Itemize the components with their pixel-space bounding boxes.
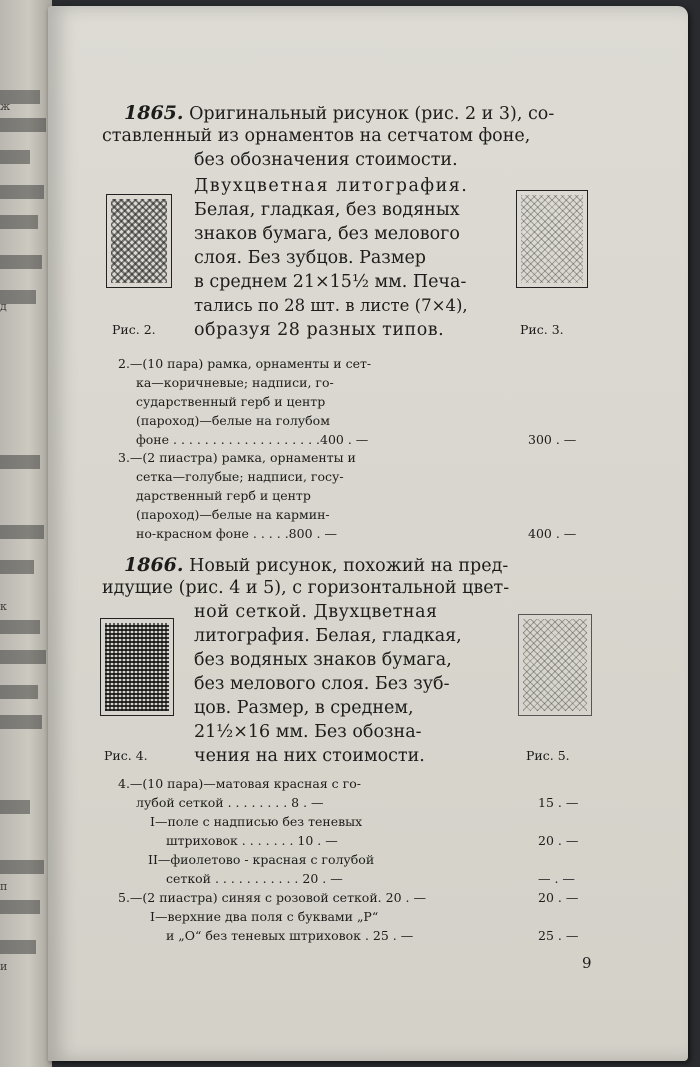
item-4-line-2: лубой сеткой . . . . . . . . 8 . — xyxy=(136,795,324,810)
item-2-line-2: ка—коричневые; надписи, го- xyxy=(136,375,334,390)
item-3-line-2: сетка—голубые; надписи, госу- xyxy=(136,469,344,484)
item-4-variant-2-price-2: — . — xyxy=(538,871,575,886)
entry-1865-line-4: Двухцветная литография. xyxy=(194,176,469,196)
figure-3-caption: Рис. 3. xyxy=(520,322,564,337)
left-page-text-line xyxy=(0,940,36,954)
left-page-edge xyxy=(0,0,52,1067)
item-2-line-3: сударственный герб и центр xyxy=(136,394,326,409)
item-2-line-4: (пароход)—белые на голубом xyxy=(136,413,330,428)
left-page-text-line xyxy=(0,685,38,699)
item-4-variant-2-line-2: сеткой . . . . . . . . . . . 20 . — xyxy=(166,871,343,886)
left-page-text-line xyxy=(0,650,46,664)
left-page-text-line xyxy=(0,255,42,269)
item-3-line-5: но-красном фоне . . . . .800 . — xyxy=(136,526,337,541)
item-5-line-1: 5.—(2 пиастра) синяя с розовой сеткой. 20 . — xyxy=(118,890,426,905)
entry-1866-line-1: 1866. Новый рисунок, похожий на пред- xyxy=(124,554,509,576)
item-4-line-1: 4.—(10 пара)—матовая красная с го- xyxy=(118,776,361,791)
left-page-text-line xyxy=(0,560,34,574)
item-5-variant-1-price-2: 25 . — xyxy=(538,928,579,943)
left-page-text-line xyxy=(0,118,46,132)
item-5-variant-1-line-1: I—верхние два поля с буквами „Р“ xyxy=(150,909,379,924)
left-page-fragment: ж xyxy=(0,100,11,113)
item-2-line-5: фоне . . . . . . . . . . . . . . . . . . .400 . — xyxy=(136,432,369,447)
left-page-text-line xyxy=(0,185,44,199)
left-page-text-line xyxy=(0,620,40,634)
item-4-variant-1-line-2: штриховок . . . . . . . 10 . — xyxy=(166,833,338,848)
figure-4-caption: Рис. 4. xyxy=(104,748,148,763)
figure-5-caption: Рис. 5. xyxy=(526,748,570,763)
item-5-price-2: 20 . — xyxy=(538,890,579,905)
stamp-figure-3 xyxy=(516,190,588,288)
entry-1866-line-2: идущие (рис. 4 и 5), с горизонтальной цвет- xyxy=(102,578,510,598)
left-page-text-line xyxy=(0,715,42,729)
page-number: 9 xyxy=(582,954,592,972)
left-page-text-line xyxy=(0,860,44,874)
item-3-line-3: дарственный герб и центр xyxy=(136,488,311,503)
entry-1866-line-4: литография. Белая, гладкая, xyxy=(194,626,462,646)
entry-1865-line-5: Белая, гладкая, без водяных xyxy=(194,200,460,220)
entry-1866-line-9: чения на них стоимости. xyxy=(194,746,425,766)
item-5-variant-1-line-2: и „О“ без теневых штриховок . 25 . — xyxy=(166,928,414,943)
entry-1865-line-7: слоя. Без зубцов. Размер xyxy=(194,248,427,268)
left-page-fragment: и xyxy=(0,960,8,973)
entry-1865-line-1: 1865. Оригинальный рисунок (рис. 2 и 3), со- xyxy=(124,102,555,124)
entry-1866-line-5: без водяных знаков бумага, xyxy=(194,650,452,670)
item-4-variant-2-line-1: II—фиолетово - красная с голубой xyxy=(148,852,375,867)
item-2-price-2: 300 . — xyxy=(528,432,577,447)
left-page-fragment: к xyxy=(0,600,8,613)
left-page-text-line xyxy=(0,800,30,814)
entry-1866-line-3: ной сеткой. Двухцветная xyxy=(194,602,438,622)
item-4-price-2: 15 . — xyxy=(538,795,579,810)
book-page xyxy=(48,6,688,1061)
item-3-line-4: (пароход)—белые на кармин- xyxy=(136,507,330,522)
stamp-figure-2 xyxy=(106,194,172,288)
entry-1865-line-6: знаков бумага, без мелового xyxy=(194,224,460,244)
left-page-text-line xyxy=(0,900,40,914)
stamp-figure-5 xyxy=(518,614,592,716)
figure-2-caption: Рис. 2. xyxy=(112,322,156,337)
entry-1865-line-2: ставленный из орнаментов на сетчатом фоне, xyxy=(102,126,531,146)
left-page-text-line xyxy=(0,525,44,539)
item-3-line-1: 3.—(2 пиастра) рамка, орнаменты и xyxy=(118,450,356,465)
entry-1865-line-8: в среднем 21×15½ мм. Печа- xyxy=(194,272,467,292)
entry-1866-line-7: цов. Размер, в среднем, xyxy=(194,698,414,718)
item-4-variant-1-price-2: 20 . — xyxy=(538,833,579,848)
left-page-text-line xyxy=(0,215,38,229)
left-page-fragment: д xyxy=(0,300,8,313)
item-3-price-2: 400 . — xyxy=(528,526,577,541)
item-2-line-1: 2.—(10 пара) рамка, орнаменты и сет- xyxy=(118,356,372,371)
left-page-text-line xyxy=(0,455,40,469)
left-page-text-line xyxy=(0,150,30,164)
entry-1866-line-8: 21½×16 мм. Без обозна- xyxy=(194,722,422,742)
entry-1865-line-10: образуя 28 разных типов. xyxy=(194,320,445,340)
entry-1865-line-3: без обозначения стоимости. xyxy=(194,150,458,170)
entry-1866-line-6: без мелового слоя. Без зуб- xyxy=(194,674,450,694)
left-page-fragment: п xyxy=(0,880,8,893)
item-4-variant-1-line-1: I—поле с надписью без теневых xyxy=(150,814,363,829)
stamp-figure-4 xyxy=(100,618,174,716)
entry-1865-line-9: тались по 28 шт. в листе (7×4), xyxy=(194,296,468,315)
